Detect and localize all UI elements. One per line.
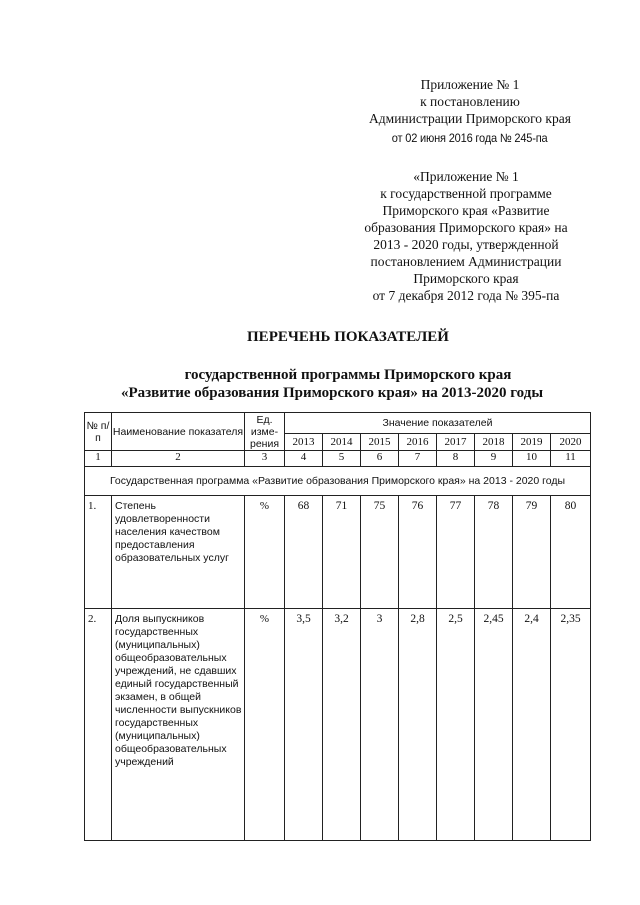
appendix-line: от 7 декабря 2012 года № 395-па <box>372 288 560 303</box>
year-header: 2019 <box>513 434 551 451</box>
indicator-value: 2,35 <box>551 609 591 841</box>
year-header: 2018 <box>475 434 513 451</box>
column-number: 11 <box>551 451 591 467</box>
document-subtitle: «Развитие образования Приморского края» на 2013-2020 годы <box>120 385 544 401</box>
table-row <box>85 496 591 609</box>
column-header-name: Наименование показателя <box>112 413 245 451</box>
year-header: 2017 <box>437 434 475 451</box>
column-number: 7 <box>399 451 437 467</box>
appendix-line: к государственной программе <box>380 186 552 201</box>
indicator-unit: % <box>245 609 285 841</box>
indicator-value: 78 <box>475 496 513 609</box>
appendix-line: «Приложение № 1 <box>413 169 519 184</box>
row-number: 1. <box>85 496 112 609</box>
indicator-value: 3,2 <box>323 609 361 841</box>
column-number: 9 <box>475 451 513 467</box>
year-header: 2013 <box>285 434 323 451</box>
order-reference: от 02 июня 2016 года № 245-па <box>392 131 548 145</box>
table-header-row <box>85 413 591 434</box>
appendix-line: Администрации Приморского края <box>369 111 571 126</box>
indicator-value: 2,8 <box>399 609 437 841</box>
indicator-value: 2,45 <box>475 609 513 841</box>
indicator-value: 3,5 <box>285 609 323 841</box>
column-number: 10 <box>513 451 551 467</box>
column-numbers-row <box>85 451 591 467</box>
indicator-name: Доля выпускников государственных (муниципальных) общеобразовательных учреждений, не сдавших единый государственный экзамен, в общей численности выпускников государственных (муниципальных) общеобразовательных учреждений <box>112 609 245 841</box>
appendix-line: постановлением Администрации <box>370 254 562 269</box>
indicator-value: 3 <box>361 609 399 841</box>
row-number: 2. <box>85 609 112 841</box>
indicator-value: 2,4 <box>513 609 551 841</box>
year-header: 2016 <box>399 434 437 451</box>
appendix-line: Приложение № 1 <box>420 77 520 92</box>
year-header: 2015 <box>361 434 399 451</box>
document-title: ПЕРЕЧЕНЬ ПОКАЗАТЕЛЕЙ <box>247 329 449 345</box>
column-header-number: № п/п <box>85 413 112 451</box>
indicator-value: 75 <box>361 496 399 609</box>
column-number: 1 <box>85 451 112 467</box>
program-row <box>85 467 591 496</box>
program-title: Государственная программа «Развитие образования Приморского края» на 2013 - 2020 годы <box>85 467 591 496</box>
column-number: 2 <box>112 451 245 467</box>
indicator-value: 68 <box>285 496 323 609</box>
column-number: 4 <box>285 451 323 467</box>
indicator-value: 2,5 <box>437 609 475 841</box>
column-number: 6 <box>361 451 399 467</box>
indicator-name: Степень удовлетворенности населения качеством предоставления образовательных услуг <box>112 496 245 609</box>
year-header: 2020 <box>551 434 591 451</box>
column-number: 5 <box>323 451 361 467</box>
indicator-value: 76 <box>399 496 437 609</box>
column-header-unit: Ед. изме-рения <box>245 413 285 451</box>
indicators-table <box>84 412 591 841</box>
column-header-values: Значение показателей <box>285 413 591 434</box>
program-appendix-header <box>332 168 600 304</box>
indicator-value: 71 <box>323 496 361 609</box>
appendix-line: Приморского края <box>413 271 519 286</box>
indicator-value: 80 <box>551 496 591 609</box>
appendix-line: к постановлению <box>420 94 520 109</box>
document-subtitle: государственной программы Приморского края <box>184 367 512 383</box>
appendix-line: образования Приморского края» на <box>364 220 568 235</box>
column-number: 8 <box>437 451 475 467</box>
appendix-line: Приморского края «Развитие <box>382 203 550 218</box>
table-row <box>85 609 591 841</box>
indicator-value: 79 <box>513 496 551 609</box>
column-number: 3 <box>245 451 285 467</box>
appendix-line: 2013 - 2020 годы, утвержденной <box>373 237 559 252</box>
indicator-value: 77 <box>437 496 475 609</box>
appendix-header <box>330 76 610 147</box>
indicator-unit: % <box>245 496 285 609</box>
year-header: 2014 <box>323 434 361 451</box>
